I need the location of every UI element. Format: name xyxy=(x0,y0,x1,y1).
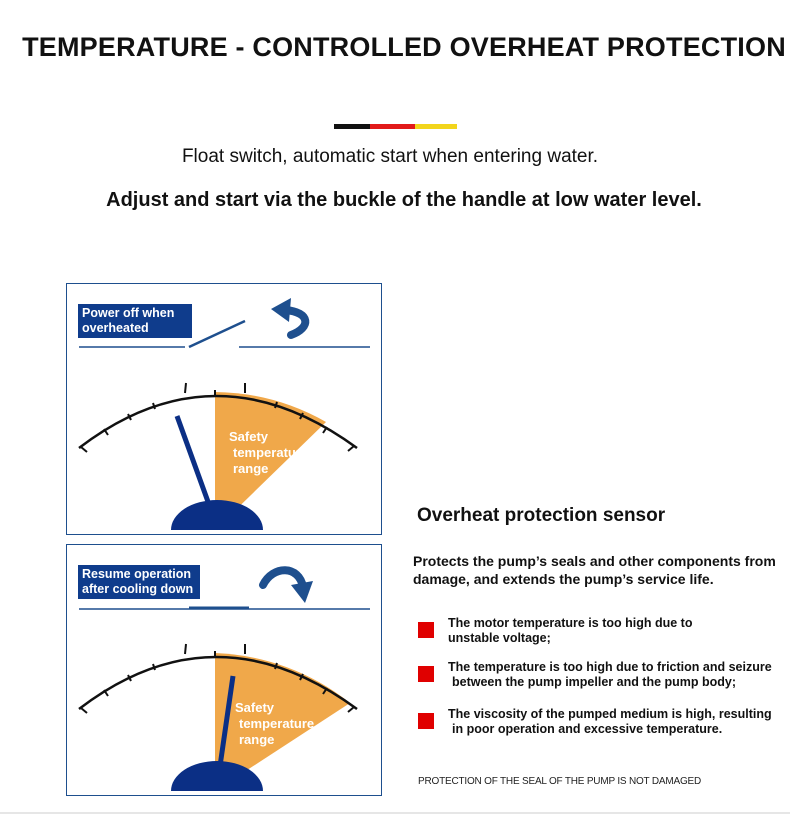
bullet-square-icon xyxy=(418,622,434,638)
curved-arrow-up-left-icon xyxy=(271,298,305,335)
sensor-description: Protects the pump’s seals and other components from damage, and extends the pump’s service life. xyxy=(413,553,776,587)
page-title: TEMPERATURE - CONTROLLED OVERHEAT PROTECTION xyxy=(22,32,786,62)
panel-power-off xyxy=(66,283,382,535)
label-power-off: Power off when overheated xyxy=(78,304,192,338)
subtitle-float-switch: Float switch, automatic start when entering water. xyxy=(181,146,599,167)
label-resume: Resume operation after cooling down xyxy=(78,565,200,599)
footer-note: PROTECTION OF THE SEAL OF THE PUMP IS NOT DAMAGED xyxy=(418,776,702,787)
gauge-text-1: Safety temperature range xyxy=(229,429,309,476)
bullet-square-icon xyxy=(418,713,434,729)
sensor-title: Overheat protection sensor xyxy=(417,505,666,526)
subtitle-adjust: Adjust and start via the buckle of the handle at low water level. xyxy=(106,189,702,211)
panel-resume xyxy=(66,544,382,796)
curved-arrow-down-right-icon xyxy=(263,570,313,603)
divider xyxy=(0,812,790,814)
flag-stripe xyxy=(334,124,457,129)
gauge-base xyxy=(171,500,263,530)
bullet-square-icon xyxy=(418,666,434,682)
gauge-text-2: Safety temperature range xyxy=(235,700,315,747)
